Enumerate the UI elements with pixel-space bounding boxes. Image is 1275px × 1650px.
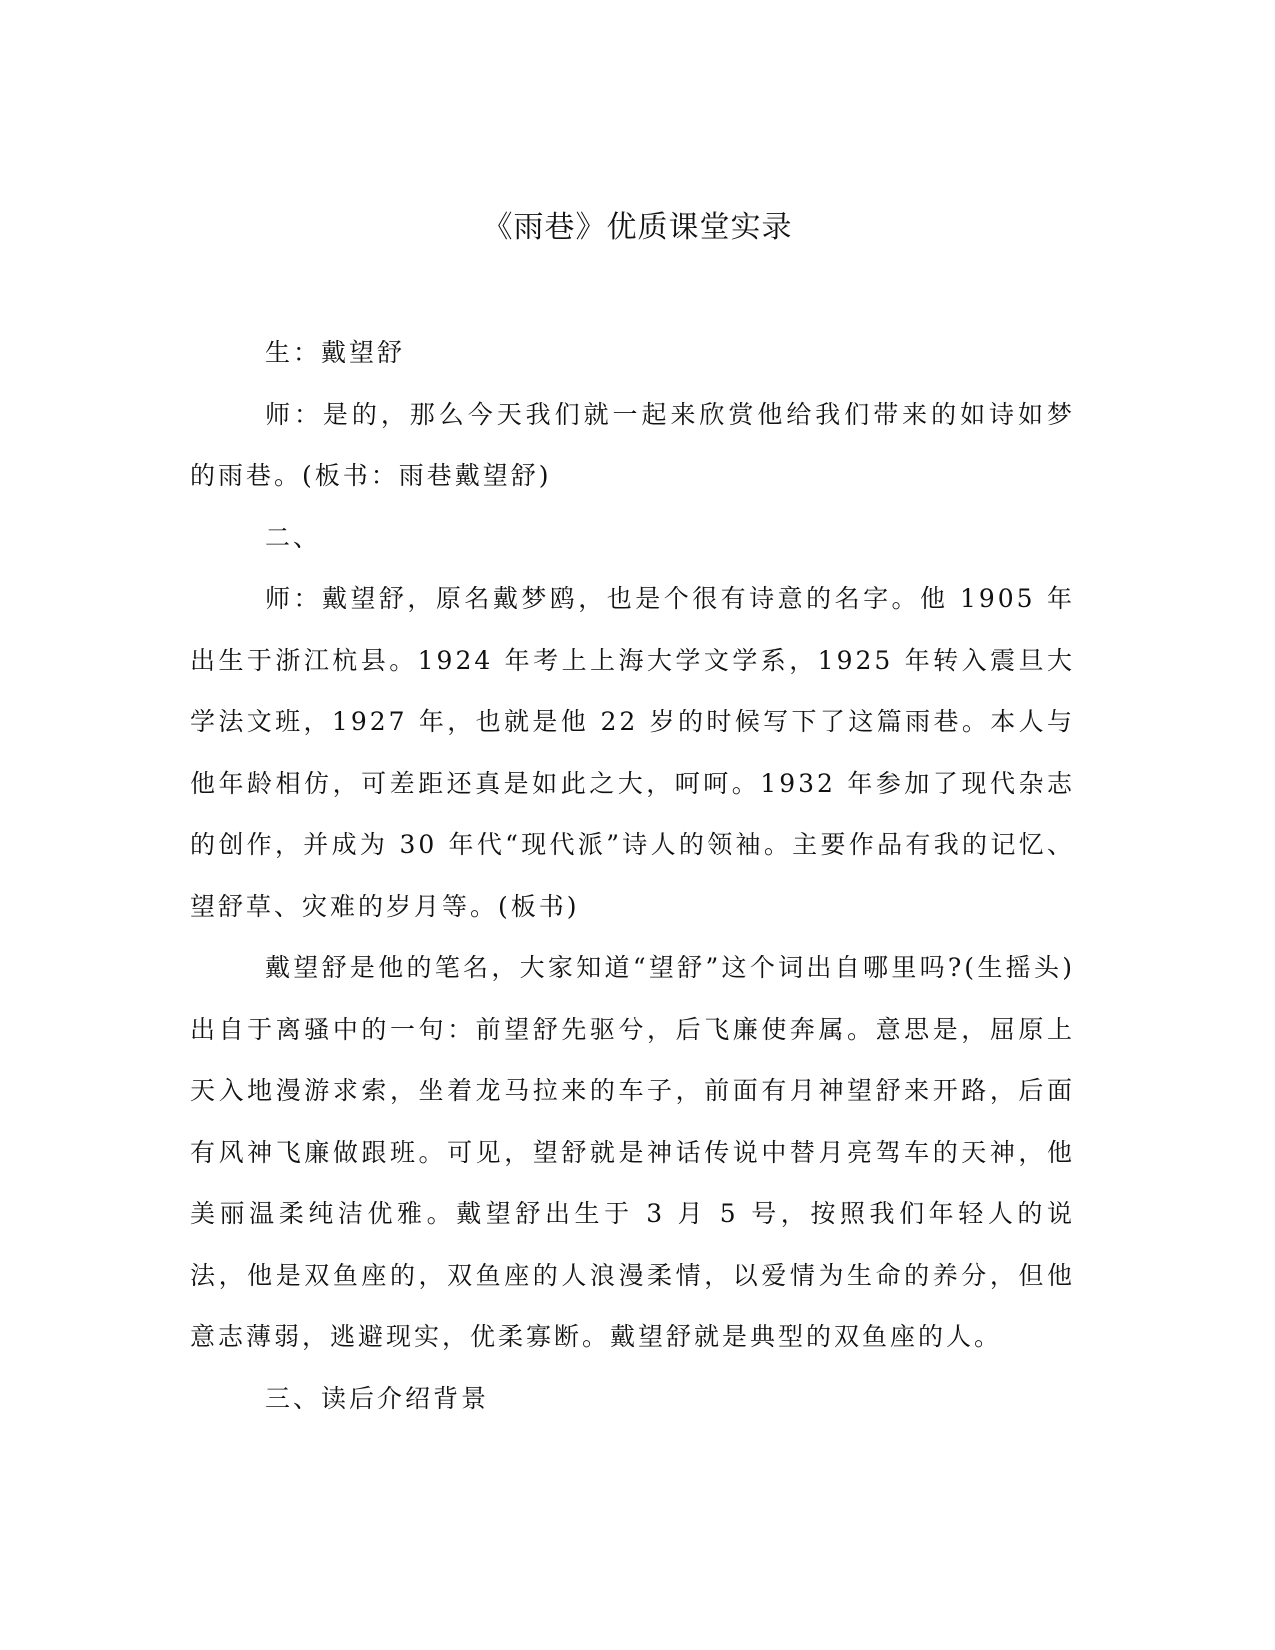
paragraph-student-answer: 生：戴望舒	[265, 338, 406, 367]
section-heading-three: 三、读后介绍背景	[265, 1383, 490, 1413]
paragraph-pen-name: 戴望舒是他的笔名，大家知道“望舒”这个词出自哪里吗?(生摇头)出自于离骚中的一句：前望舒先驱兮，后飞廉使奔属。意思是，屈原上天入地漫游求索，坐着龙马拉来的车子，前面有月神望舒来开路，后面有风神飞廉做跟班。可见，望舒就是神话传说中替月亮驾车的天神，他美丽温柔纯洁优雅。戴望舒出生于 3 月 5 号，按照我们年轻人的说法，他是双鱼座的，双鱼座的人浪漫柔情，以爱情为生命的养分，但他意志薄弱，逃避现实，优柔寡断。戴望舒就是典型的双鱼座的人。	[190, 953, 1075, 1351]
document-title: 《雨巷》优质课堂实录	[482, 210, 793, 245]
paragraph-teacher-intro: 师：是的，那么今天我们就一起来欣赏他给我们带来的如诗如梦的雨巷。(板书：雨巷戴望舒)	[190, 399, 1075, 490]
paragraph-author-biography: 师：戴望舒，原名戴梦鸥，也是个很有诗意的名字。他 1905 年出生于浙江杭县。1924 年考上上海大学文学系，1925 年转入震旦大学法文班，1927 年，也就是他 22 岁的时候写下了这篇雨巷。本人与他年龄相仿，可差距还真是如此之大，呵呵。1932 年参加了现代杂志的创作，并成为 30 年代“现代派”诗人的领袖。主要作品有我的记忆、望舒草、灾难的岁月等。(板书)	[190, 584, 1075, 921]
document-body	[190, 322, 1075, 1429]
section-heading-two: 二、	[265, 522, 322, 552]
